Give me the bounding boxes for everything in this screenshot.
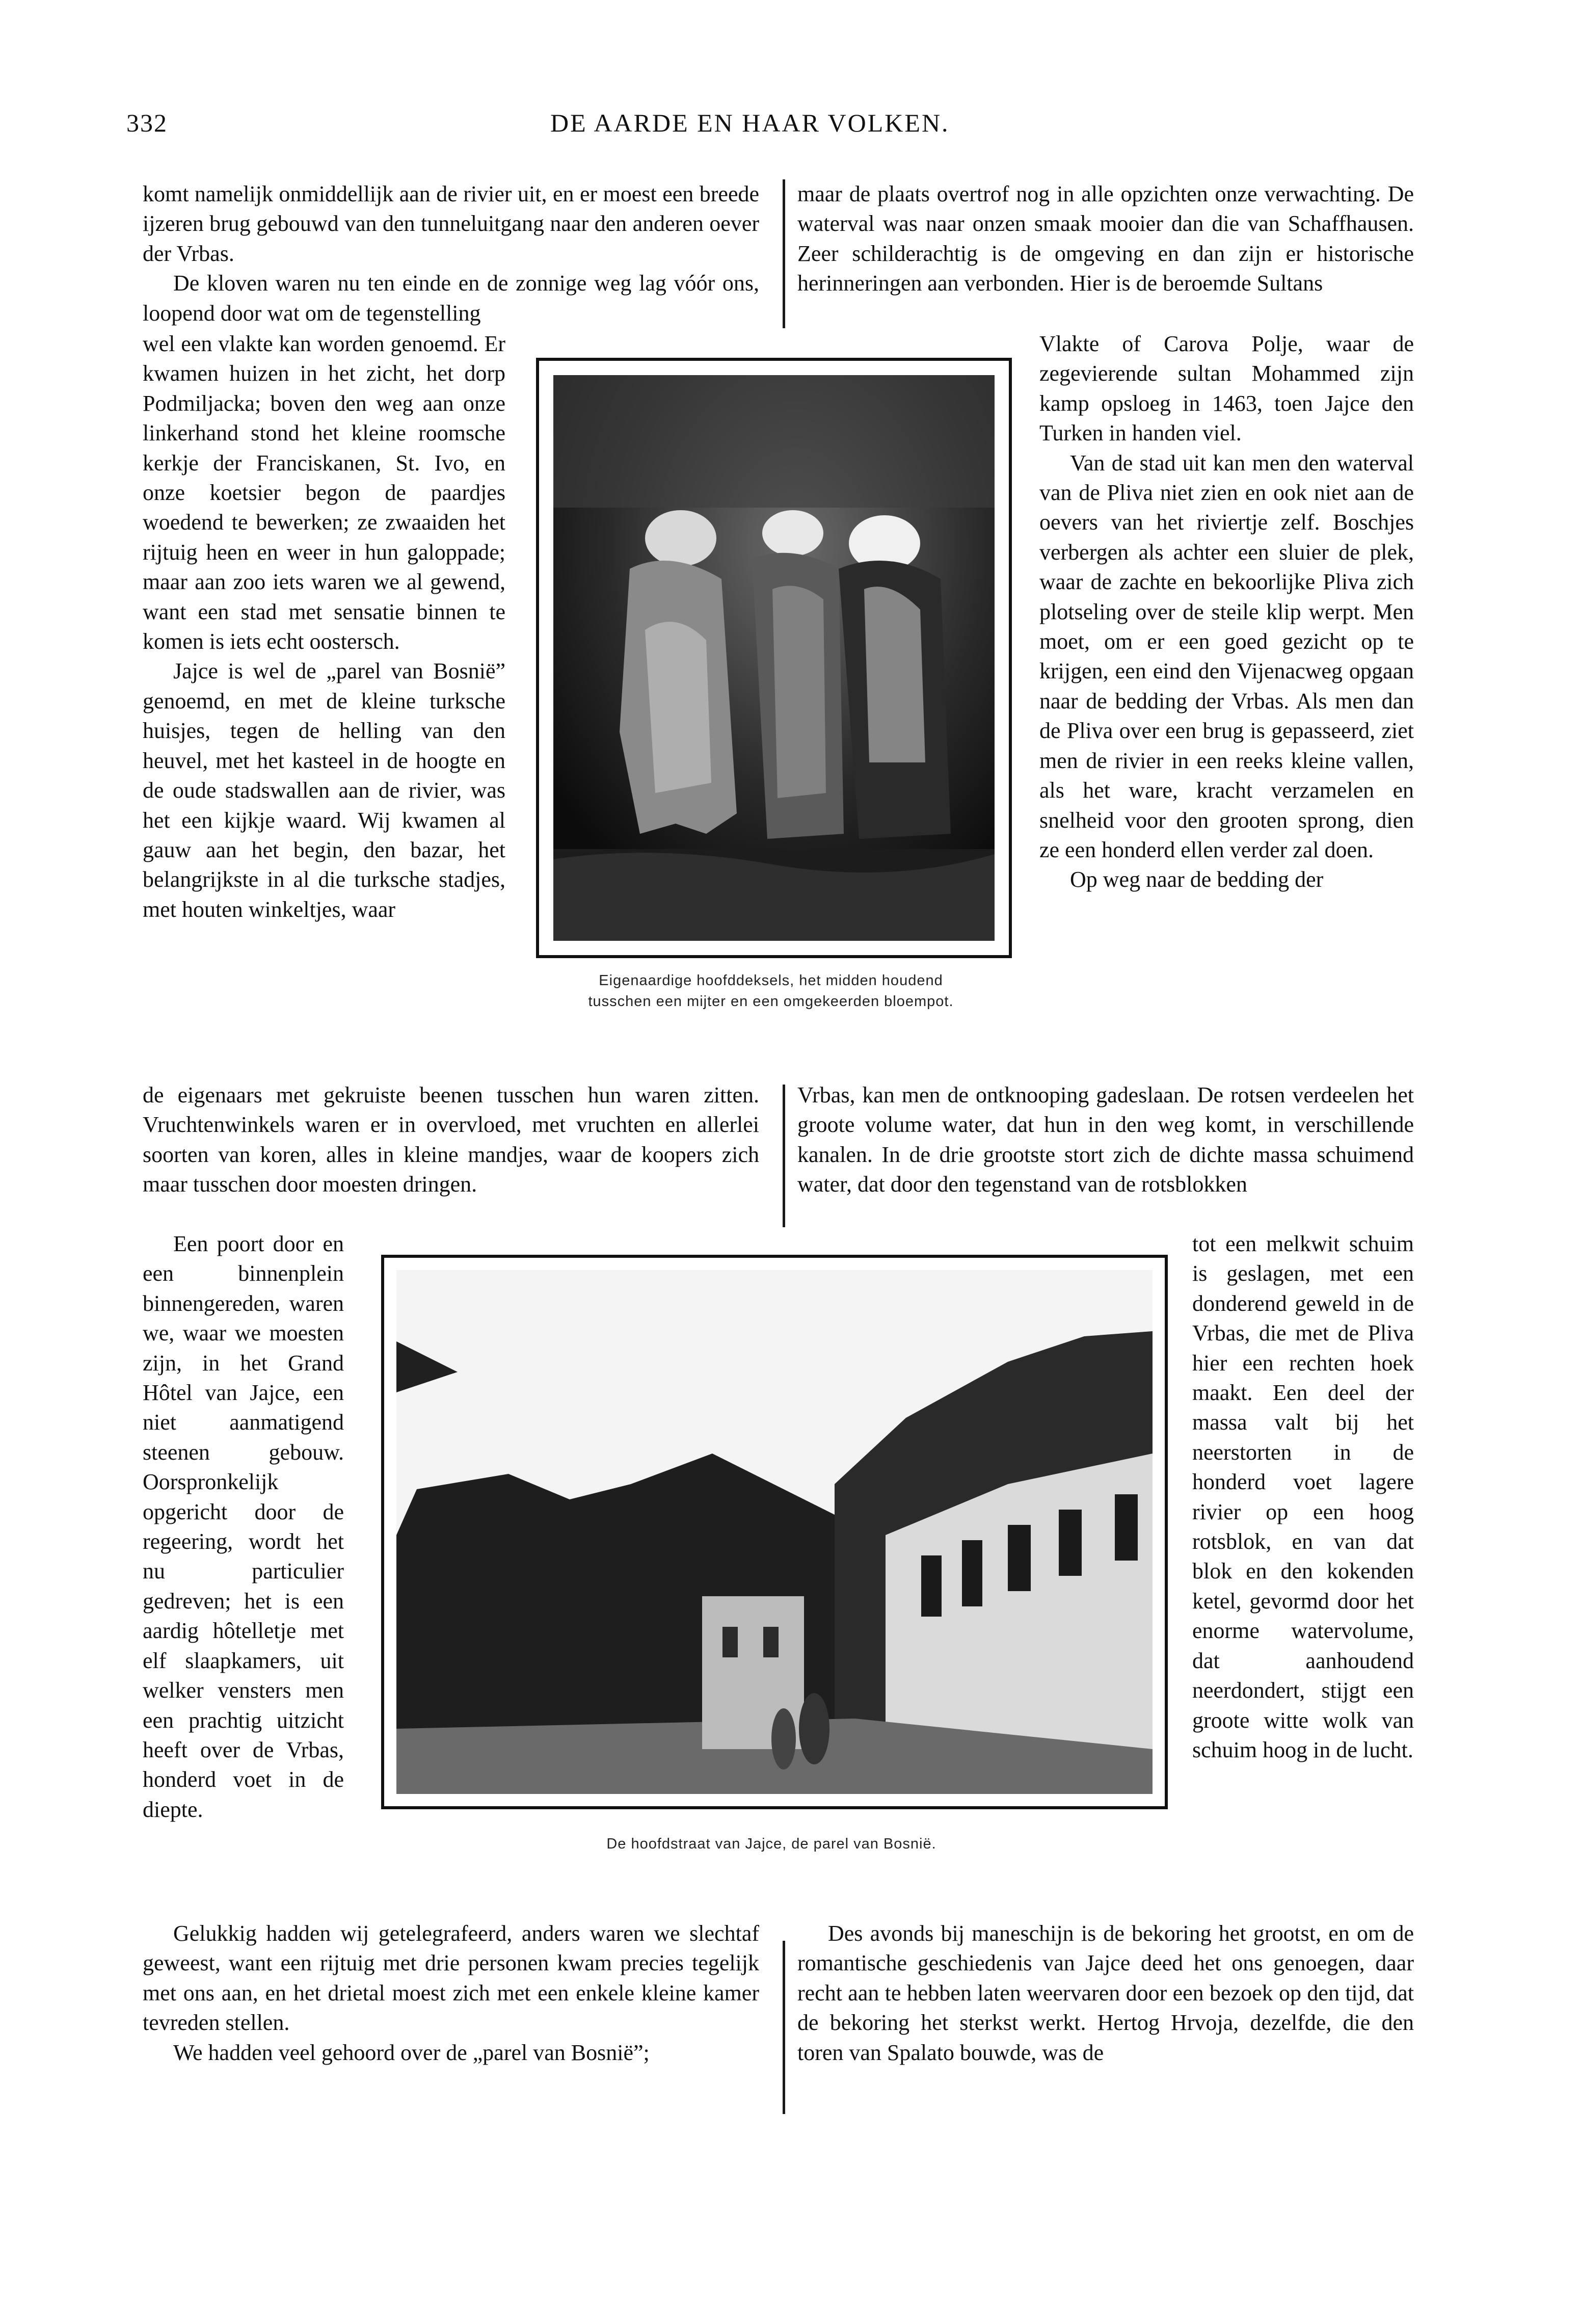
- caption-line: Eigenaardige hoofddeksels, het midden houdend: [599, 972, 943, 989]
- text-column-right-mid: [797, 1080, 1414, 1200]
- caption-line: tusschen een mijter en een omgekeerden bloempot.: [588, 993, 954, 1010]
- text-column-left-slim: [143, 1229, 344, 1825]
- paragraph: Vrbas, kan men de ontknooping gadeslaan. De rotsen verdeelen het groote volume water, dat hun in den weg komt, in verschillende kanalen. In de drie grootste stort zich de dichte massa schuimend water, dat door den tegenstand van de rotsblokken: [797, 1082, 1414, 1197]
- text-column-left-narrow: [143, 329, 505, 925]
- text-column-right-slim: [1192, 1229, 1414, 1765]
- text-column-left-bottom: [143, 1919, 759, 2068]
- text-column-right-narrow: [1039, 329, 1414, 895]
- photo-men-with-headdresses: [553, 375, 995, 941]
- page-number: 332: [126, 109, 168, 137]
- paragraph: komt namelijk onmiddellijk aan de rivier uit, en er moest een breede ijzeren brug gebouwd van den tunneluitgang naar den anderen oever der Vrbas.: [143, 181, 759, 266]
- running-title: DE AARDE EN HAAR VOLKEN.: [550, 109, 950, 137]
- text-column-right-bottom: [797, 1919, 1414, 2068]
- paragraph: Des avonds bij maneschijn is de bekoring het grootst, en om de romantische geschiedenis van Jajce deed het ons genoegen, daar recht aan te hebben laten weervaren door een bezoek op den tijd, dat de bekoring het sterkst werkt. Hertog Hrvoja, dezelfde, die den toren van Spalato bouwde, was de: [797, 1921, 1414, 2065]
- paragraph: wel een vlakte kan worden genoemd. Er kwamen huizen in het zicht, het dorp Podmiljacka; boven den weg aan onze linkerhand stond het kleine roomsche kerkje der Franciskanen, St. Ivo, en onze koetsier begon de paardjes woedend te bewerken; ze zwaaiden het rijtuig heen en weer in hun galoppade; maar aan zoo iets waren we al gewend, want een stad met sensatie binnen te komen is iets echt oostersch.: [143, 331, 505, 654]
- text-column-left-mid: [143, 1080, 759, 1200]
- text-column-left-top: [143, 179, 759, 328]
- text-column-right-top: [797, 179, 1414, 299]
- figure-street-frame: [381, 1255, 1168, 1809]
- paragraph: de eigenaars met gekruiste beenen tusschen hun waren zitten. Vruchtenwinkels waren er in overvloed, met vruchten en allerlei soorten van koren, alles in kleine mandjes, waar de koopers zich maar tusschen door moesten dringen.: [143, 1082, 759, 1197]
- paragraph: maar de plaats overtrof nog in alle opzichten onze verwachting. De waterval was naar onzen smaak mooier dan die van Schaffhausen. Zeer schilderachtig is de omgeving en dan zijn er historische herinneringen aan verbonden. Hier is de beroemde Sultans: [797, 181, 1414, 296]
- paragraph: Van de stad uit kan men den waterval van de Pliva niet zien en ook niet aan de oevers van het riviertje zelf. Boschjes verbergen als achter een sluier de plek, waar de zachte en bekoorlijke Pliva zich plotseling over de steile klip werpt. Men moet, om er een goed gezicht op te krijgen, een eind den Vijenacweg opgaan naar de bedding der Vrbas. Als men dan de Pliva over een brug is gepasseerd, ziet men de rivier in een reeks kleine vallen, als het ware, kracht verzamelen en snelheid voor den grooten sprong, dien ze een honderd ellen verder zal doen.: [1039, 450, 1414, 862]
- paragraph: Jajce is wel de „parel van Bosniё” genoemd, en met de kleine turksche huisjes, tegen de helling van den heuvel, met het kasteel in de hoogte en de oude stadswallen aan de rivier, was het een kijkje waard. Wij kwamen al gauw aan het begin, den bazar, het belangrijkste in al die turksche stadjes, met houten winkeltjes, waar: [143, 658, 505, 922]
- paragraph: Gelukkig hadden wij getelegrafeerd, anders waren we slechtaf geweest, want een rijtuig met drie personen kwam precies tegelijk met ons aan, en het drietal moest zich met een enkele kleine kamer tevreden stellen.: [143, 1921, 759, 2036]
- photo-jajce-main-street: [396, 1270, 1153, 1794]
- paragraph: De kloven waren nu ten einde en de zonnige weg lag vóór ons, loopend door wat om de tegenstelling: [143, 271, 759, 326]
- figure-caption: [530, 970, 1012, 1012]
- paragraph: Vlakte of Carova Polje, waar de zegevierende sultan Mohammed zijn kamp opsloeg in 1463, toen Jajce den Turken in handen viel.: [1039, 331, 1414, 446]
- figure-caption: De hoofdstraat van Jajce, de parel van Bosniё.: [606, 1836, 936, 1852]
- paragraph: We hadden veel gehoord over de „parel van Bosniё”;: [173, 2040, 650, 2065]
- paragraph: tot een melkwit schuim is geslagen, met een donderend geweld in de Vrbas, die met de Pliva hier een rechten hoek maakt. Een deel der massa valt bij het neerstorten in de honderd voet lagere rivier op een hoog rotsblok, en van dat blok en den kokenden ketel, gevormd door het enorme watervolume, dat aanhoudend neerdondert, stijgt een groote witte wolk van schuim hoog in de lucht.: [1192, 1231, 1414, 1762]
- column-rule-bottom: [783, 1941, 785, 2114]
- column-rule-middle: [783, 1085, 785, 1227]
- paragraph: Een poort door en een binnenplein binnengereden, waren we, waar we moesten zijn, in het Grand Hôtel van Jajce, een niet aanmatigend steenen gebouw. Oorspronkelijk opgericht door de regeering, wordt het nu particulier gedreven; het is een aardig hôtelletje met elf slaapkamers, uit welker vensters men een prachtig uitzicht heeft over de Vrbas, honderd voet in de diepte.: [143, 1231, 344, 1822]
- column-rule-top: [783, 179, 785, 328]
- figure-portrait-frame: [536, 358, 1012, 958]
- paragraph: Op weg naar de bedding der: [1070, 867, 1324, 892]
